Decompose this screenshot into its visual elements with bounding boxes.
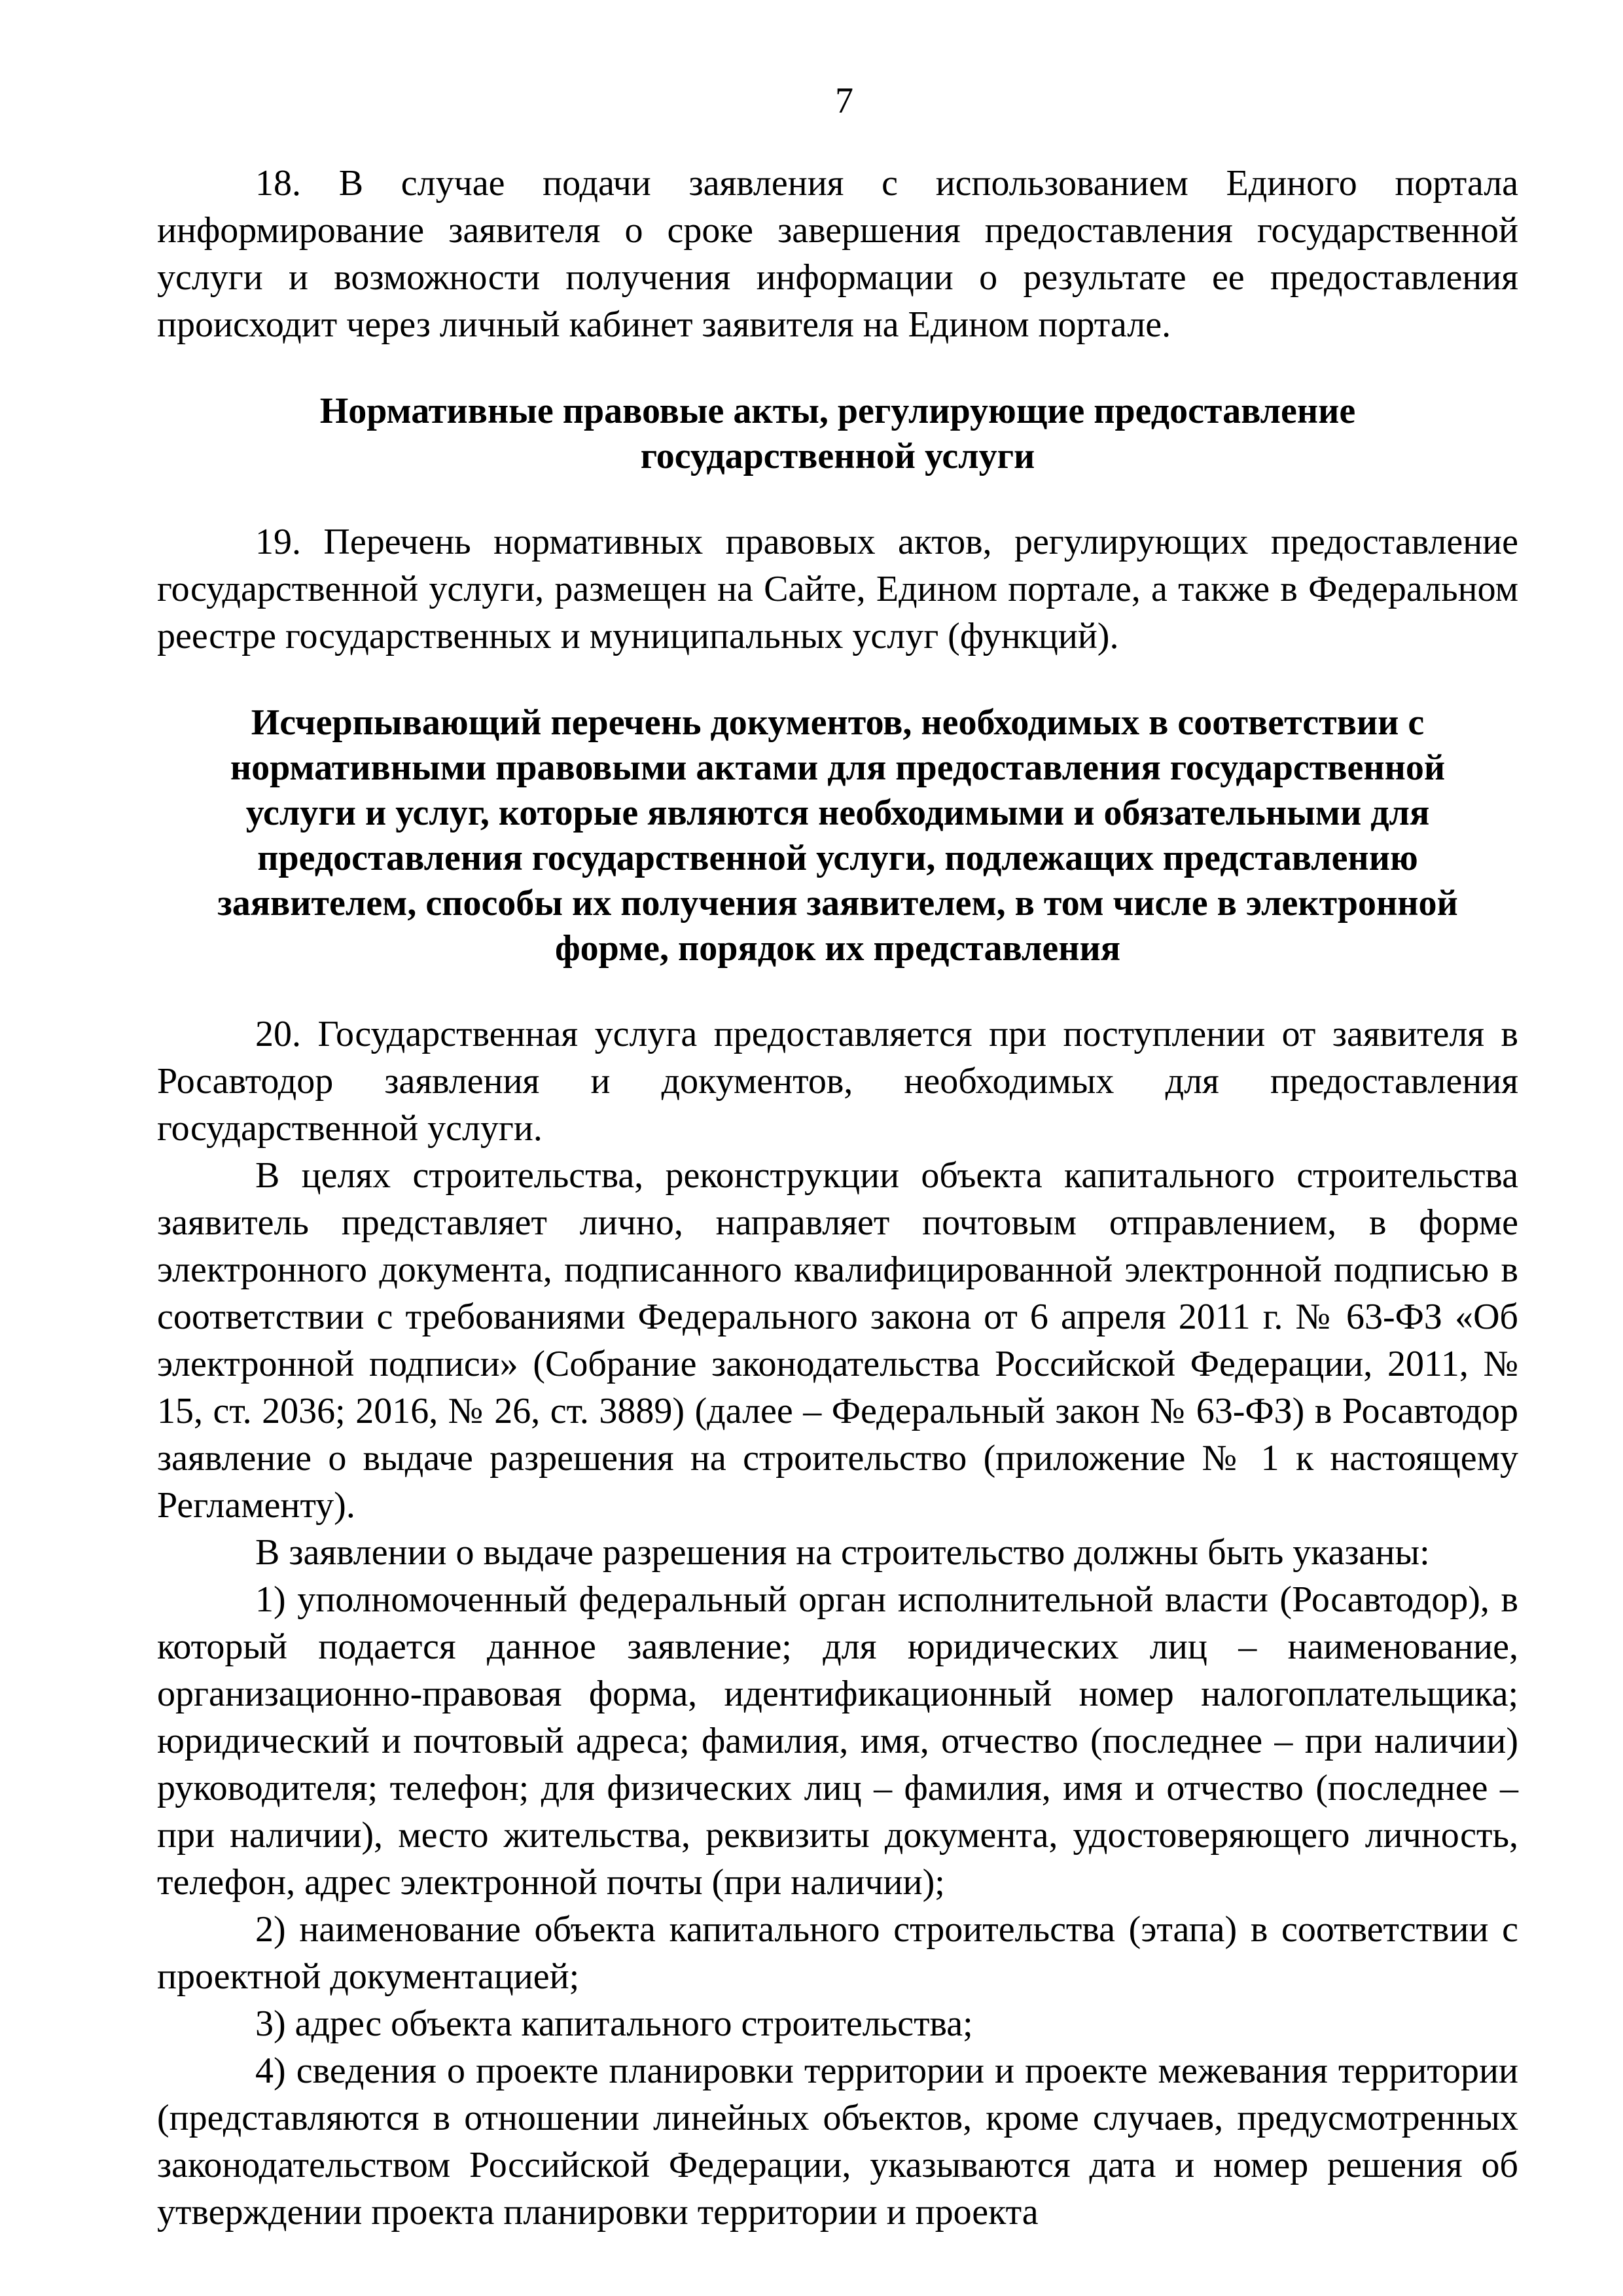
list-item-4: 4) сведения о проекте планировки территории и проекте межевания территории (представляются в отношении линейных объектов, кроме случаев, предусмотренных законодательством Российской Федерации, указываются дата и номер решения об утверждении проекта планировки территории и проекта bbox=[157, 2051, 1518, 2233]
paragraph-19: 19. Перечень нормативных правовых актов, регулирующих предоставление государственной услуги, размещен на Сайте, Едином портале, а также в Федеральном реестре государственных и муниципальных услуг (функций). bbox=[157, 522, 1518, 656]
paragraph-20-application-contents: В заявлении о выдаче разрешения на строительство должны быть указаны: bbox=[255, 1532, 1430, 1573]
spacer bbox=[157, 479, 1518, 518]
list-item-3: 3) адрес объекта капитального строительства; bbox=[255, 2003, 973, 2044]
spacer bbox=[157, 971, 1518, 1011]
spacer bbox=[157, 660, 1518, 700]
page-number: 7 bbox=[835, 81, 853, 121]
paragraph-20-construction: В целях строительства, реконструкции объекта капитального строительства заявитель представляет лично, направляет почтовым отправлением, в форме электронного документа, подписанного квалифицированной электронной подписью в соответствии с требованиями Федерального закона от 6 апреля 2011 г. № 63-ФЗ «Об электронной подписи» (Собрание законодательства Российской Федерации, 2011, № 15, ст. 2036; 2016, № 26, ст. 3889) (далее – Федеральный закон № 63-ФЗ) в Росавтодор заявление о выдаче разрешения на строительство (приложение № 1 к настоящему Регламенту). bbox=[157, 1155, 1518, 1526]
document-body bbox=[157, 160, 1518, 2236]
paragraph-20: 20. Государственная услуга предоставляется при поступлении от заявителя в Росавтодор заявления и документов, необходимых для предоставления государственной услуги. bbox=[157, 1014, 1518, 1149]
spacer bbox=[157, 348, 1518, 389]
section-heading-normative-acts: Нормативные правовые акты, регулирующие предоставление государственной услуги bbox=[319, 391, 1356, 476]
section-heading-documents-list: Исчерпывающий перечень документов, необходимых в соответствии с нормативными правовыми актами для предоставления государственной услуги и услуг, которые являются необходимыми и обязательными для предоставления государственной услуги, подлежащих представлению заявителем, способы их получения заявителем, в том числе в электронной форме, порядок их представления bbox=[217, 702, 1458, 969]
paragraph-18: 18. В случае подачи заявления с использованием Единого портала информирование заявителя о сроке завершения предоставления государственной услуги и возможности получения информации о результате ее предоставления происходит через личный кабинет заявителя на Едином портале. bbox=[157, 163, 1518, 345]
list-item-1: 1) уполномоченный федеральный орган исполнительной власти (Росавтодор), в который подается данное заявление; для юридических лиц – наименование, организационно-правовая форма, идентификационный номер налогоплательщика; юридический и почтовый адреса; фамилия, имя, отчество (последнее – при наличии) руководителя; телефон; для физических лиц – фамилия, имя и отчество (последнее – при наличии), место жительства, реквизиты документа, удостоверяющего личность, телефон, адрес электронной почты (при наличии); bbox=[157, 1579, 1518, 1903]
list-item-2: 2) наименование объекта капитального строительства (этапа) в соответствии с проектной документацией; bbox=[157, 1909, 1518, 1997]
